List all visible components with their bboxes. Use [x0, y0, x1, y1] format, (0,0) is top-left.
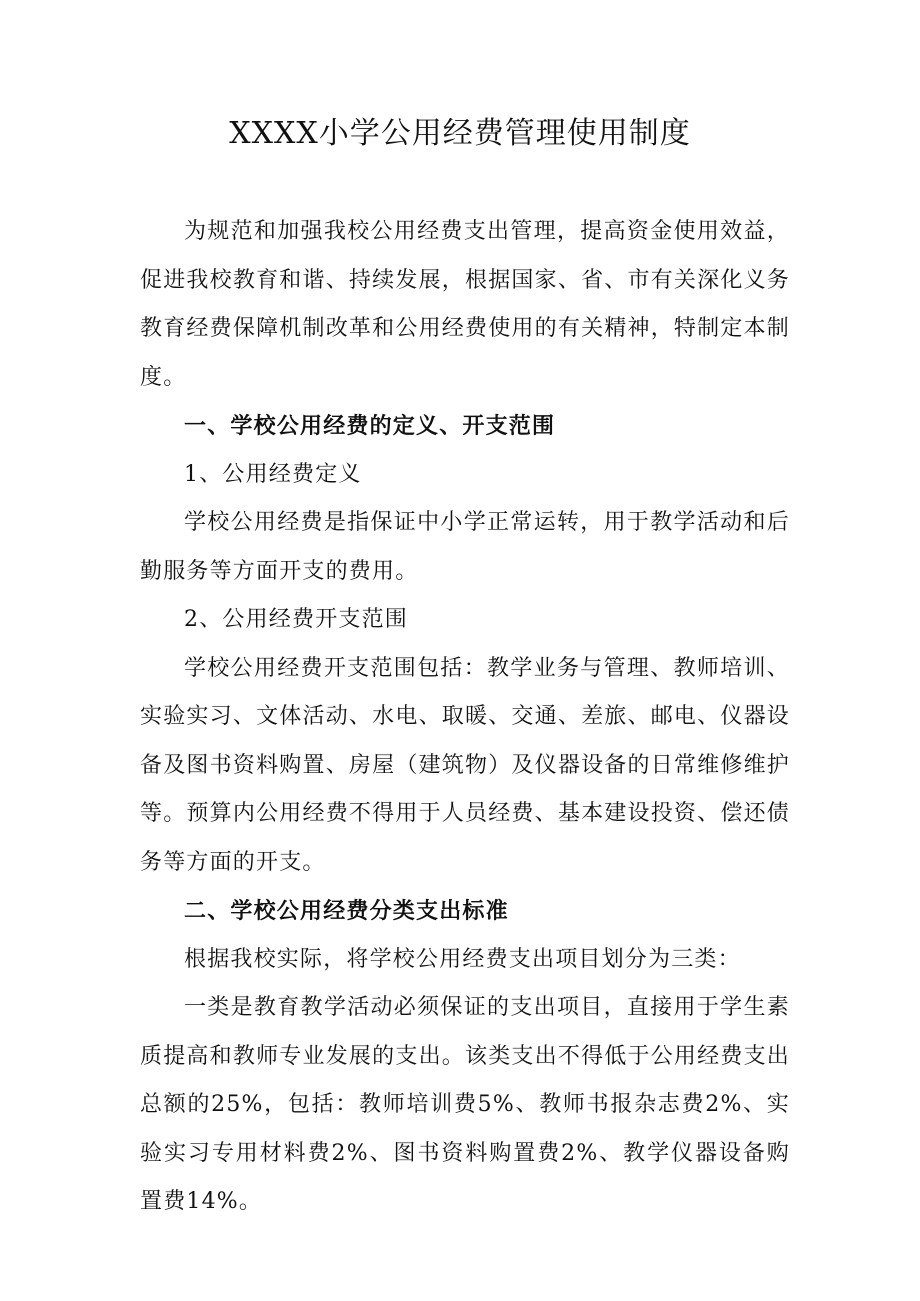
subheading-1-2: 2、公用经费开支范围	[184, 607, 408, 632]
intro-paragraph: 为规范和加强我校公用经费支出管理，提高资金使用效益，促进我校教育和谐、持续发展，根据国家、省、市有关深化义务教育经费保障机制改革和公用经费使用的有关精神，特制定本制度。	[140, 219, 790, 390]
section-heading-1: 一、学校公用经费的定义、开支范围	[184, 413, 556, 439]
category-one-paragraph: 一类是教育教学活动必须保证的支出项目，直接用于学生素质提高和教师专业发展的支出。该类支出不得低于公用经费支出总额的25%，包括：教师培训费5%、教师书报杂志费2%、实验实习专用材料费2%、图书资料购置费2%、教学仪器设备购置费14%。	[140, 995, 790, 1214]
section-heading-2: 二、学校公用经费分类支出标准	[184, 898, 509, 924]
document-title: XXXX小学公用经费管理使用制度	[229, 116, 691, 151]
document-body	[140, 208, 790, 1227]
definition-paragraph: 学校公用经费是指保证中小学正常运转，用于教学活动和后勤服务等方面开支的费用。	[140, 510, 790, 584]
subheading-1-1: 1、公用经费定义	[184, 461, 362, 487]
classification-intro-paragraph: 根据我校实际，将学校公用经费支出项目划分为三类：	[184, 946, 741, 972]
scope-paragraph: 学校公用经费开支范围包括：教学业务与管理、教师培训、实验实习、文体活动、水电、取暖、交通、差旅、邮电、仪器设备及图书资料购置、房屋（建筑物）及仪器设备的日常维修维护等。预算内公用经费不得用于人员经费、基本建设投资、偿还债务等方面的开支。	[140, 655, 790, 875]
